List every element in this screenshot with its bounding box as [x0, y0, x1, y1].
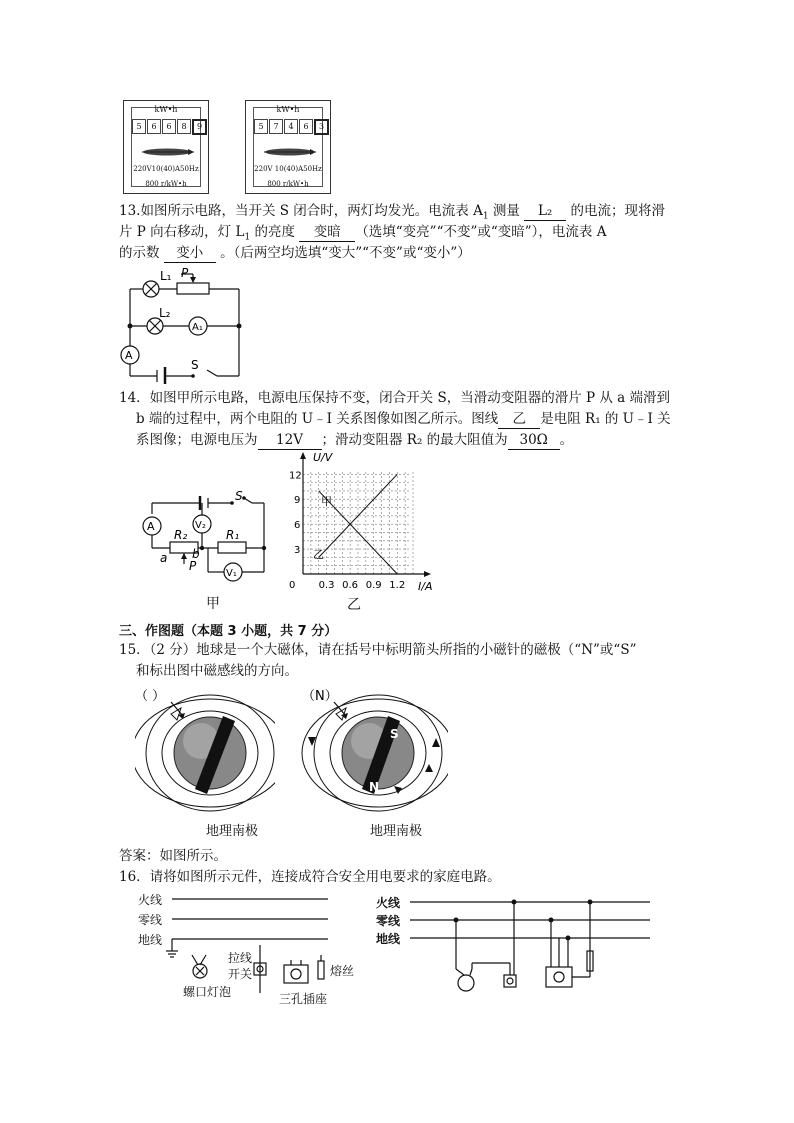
- meter-digit: 6: [299, 119, 313, 134]
- q16-answer-circuit: [410, 893, 660, 1003]
- q13-label-L2: L₂: [159, 306, 171, 320]
- section-heading: 三、作图题（本题 3 小题，共 7 分）: [119, 624, 338, 639]
- meter-digit: 5: [254, 119, 268, 134]
- q16-right-neutral-label: 零线: [376, 914, 401, 928]
- meter-digits: [254, 119, 330, 135]
- meter-digit: 6: [162, 119, 176, 134]
- earth-magnet-diagram-right: [298, 686, 448, 834]
- y-tick-label: 6: [294, 520, 301, 532]
- meter-disc-icon: [262, 145, 316, 159]
- q16-right-live-label: 火线: [376, 896, 401, 910]
- q14-label-b: b: [192, 547, 200, 561]
- y-axis-arrow: [300, 452, 306, 459]
- meter-digits: [132, 119, 208, 135]
- q13-line3: 的示数 变小 。（后两空均选填“变大”“不变”或“变小”）: [119, 245, 471, 261]
- meter-disc-icon: [140, 145, 194, 159]
- q13-line1: 13.如图所示电路，当开关 S 闭合时，两灯均发光。电流表 $A_1$ 测量 L₂ 的电流；现将滑: [119, 203, 665, 222]
- q15-caption-left: 地理南极: [206, 824, 259, 839]
- q13-line2: 片 P 向右移动，灯 $L_1$ 的亮度 变暗 （选填“变亮”“不变”或“变暗”），电流表 A: [119, 224, 607, 243]
- q16-bulb-label: 螺口灯泡: [183, 985, 232, 999]
- q15-answer: 答案：如图所示。: [119, 848, 227, 864]
- meter-rate: 800 r/kW•h: [267, 180, 309, 188]
- q16-left-live-label: 火线: [138, 893, 163, 907]
- q14-answer-2: 12V: [258, 432, 322, 450]
- meter-right: [245, 100, 331, 194]
- x-axis-arrow: [424, 571, 431, 577]
- q14-line1: 14．如图甲所示电路，电源电压保持不变，闭合开关 S，当滑动变阻器的滑片 P 从 a 端滑到: [119, 390, 671, 406]
- meter-spec: 220V10(40)A50Hz: [133, 165, 199, 173]
- q13-circuit-diagram: [115, 266, 250, 384]
- q14-line2: b 端的过程中，两个电阻的 U﹣I 关系图像如图乙所示。图线 乙 是电阻 R₁ 的 U﹣I 关: [136, 411, 671, 427]
- meter-digit-decimal: 9: [192, 119, 207, 135]
- q14-fig1-caption: 甲: [206, 596, 220, 612]
- meter-digit: 5: [132, 119, 146, 134]
- q14-answer-3: 30Ω: [508, 432, 560, 450]
- q14-label-V1: V₁: [226, 568, 237, 579]
- q16-right-ground-label: 地线: [376, 932, 401, 946]
- y-tick-label: 9: [294, 495, 301, 507]
- q13-label-A1: A₁: [192, 322, 203, 333]
- x-tick-label: 0.9: [365, 580, 382, 591]
- q16-line1: 16．请将如图所示元件，连接成符合安全用电要求的家庭电路。: [119, 869, 501, 885]
- chart-series-label-jia: 甲: [321, 495, 332, 508]
- x-tick-label: 1.2: [389, 580, 406, 591]
- meter-rate: 800 r/kW•h: [145, 180, 187, 188]
- q15-pole-S: S: [390, 727, 399, 741]
- y-tick-label: 12: [289, 470, 302, 482]
- meter-digit-decimal: 3: [314, 119, 329, 135]
- q14-circuit-diagram: [138, 490, 270, 590]
- q14-label-a: a: [160, 551, 168, 565]
- chart-xlabel: I/A: [418, 580, 433, 593]
- q14-label-P: P: [189, 559, 197, 573]
- chart-ylabel: U/V: [313, 452, 333, 464]
- q13-answer-1: L₂: [524, 203, 566, 221]
- q14-label-R2: R₂: [174, 528, 188, 542]
- meter-digit: 4: [284, 119, 298, 134]
- q13-label-P: P: [181, 266, 189, 280]
- q13-label-L1: L₁: [160, 269, 172, 283]
- q14-answer-1: 乙: [498, 411, 540, 429]
- q15-line1: 15．（2 分）地球是一个大磁体，请在括号中标明箭头所指的小磁针的磁极（“N”或“S”: [119, 642, 637, 658]
- y-tick-label: 3: [294, 545, 301, 557]
- meter-digit: 8: [177, 119, 191, 134]
- meter-spec: 220V 10(40)A50Hz: [254, 165, 322, 173]
- q16-left-neutral-label: 零线: [138, 913, 163, 927]
- q14-label-A: A: [147, 520, 155, 533]
- q15-bracket-right: （N）: [302, 689, 338, 704]
- q13-label-A: A: [125, 349, 133, 362]
- meter-digit: 7: [269, 119, 283, 134]
- q16-switch-label-2: 开关: [228, 967, 253, 981]
- meter-unit: kW•h: [276, 105, 300, 114]
- q14-ui-chart: [285, 452, 435, 597]
- meter-left: [123, 100, 209, 194]
- q14-label-S: S: [235, 490, 243, 503]
- meter-unit: kW•h: [154, 105, 178, 114]
- q16-switch-label-1: 拉线: [228, 951, 253, 965]
- q13-label-S: S: [191, 358, 199, 372]
- q14-label-R1: R₁: [226, 528, 240, 542]
- q15-caption-right: 地理南极: [370, 824, 423, 839]
- chart-ticks: [289, 470, 405, 591]
- q13-answer-2: 变暗: [299, 224, 355, 242]
- q15-line2: 和标出图中磁感线的方向。: [136, 663, 298, 679]
- x-tick-label: 0.6: [342, 580, 359, 591]
- q16-socket-label: 三孔插座: [279, 992, 328, 1006]
- q16-left-ground-label: 地线: [138, 933, 163, 947]
- x-tick-label: 0.3: [318, 580, 335, 591]
- meter-digit: 6: [147, 119, 161, 134]
- x-tick-label: 0: [289, 580, 296, 591]
- q13-answer-3: 变小: [164, 245, 216, 263]
- earth-magnet-diagram-left: [135, 686, 275, 834]
- q16-fuse-label: 熔丝: [330, 964, 355, 978]
- q15-pole-N: N: [369, 780, 380, 794]
- q14-fig2-caption: 乙: [347, 597, 361, 613]
- q15-bracket-left: （ ）: [135, 689, 166, 704]
- q14-label-V2: V₂: [195, 520, 206, 531]
- chart-series-label-yi: 乙: [313, 548, 324, 561]
- q14-line3: 系图像；电源电压为 12V ；滑动变阻器 R₂ 的最大阻值为 30Ω 。: [136, 432, 574, 448]
